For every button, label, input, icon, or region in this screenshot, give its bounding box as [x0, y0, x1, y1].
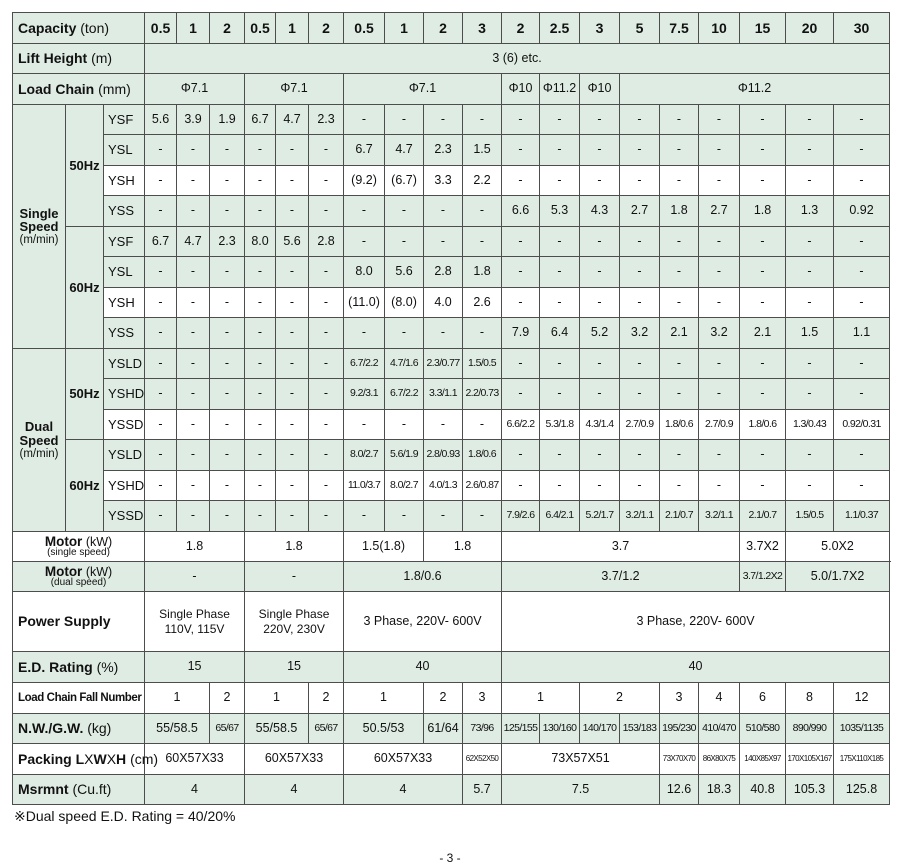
table-row: YSSD - - - - - - - - - - 6.6/2.2 5.3/1.8 4.3/1.4 2.7/0.9 1.8/0.6 2.7/0.9 1.8/0.6 1.3/0.43 0.92/0.31	[13, 410, 890, 440]
model-label: YSSD	[104, 410, 145, 440]
hz-60-label: 60Hz	[66, 440, 104, 532]
load-chain-label: Load Chain (mm)	[13, 74, 145, 105]
ed-rating-label: E.D. Rating (%)	[13, 652, 145, 683]
footnote: ※Dual speed E.D. Rating = 40/20%	[14, 808, 236, 824]
hz-50-label: 50Hz	[66, 349, 104, 440]
model-label: YSLD	[104, 349, 145, 379]
capacity-cell: 0.5	[344, 13, 385, 44]
capacity-cell: 5	[620, 13, 660, 44]
table-row: YSH - - - - - - (11.0) (8.0) 4.0 2.6 - - - - - - - - -	[13, 288, 890, 318]
load-chain-value: Φ7.1	[145, 74, 245, 105]
model-label: YSH	[104, 166, 145, 196]
capacity-label: Capacity (ton)	[13, 13, 145, 44]
measurement-label: Msrmnt (Cu.ft)	[13, 775, 145, 805]
load-chain-value: Φ11.2	[540, 74, 580, 105]
load-chain-value: Φ7.1	[245, 74, 344, 105]
model-label: YSL	[104, 135, 145, 166]
table-row: YSL - - - - - - 8.0 5.6 2.8 1.8 - - - - - - - - -	[13, 257, 890, 288]
fall-number-label: Load Chain Fall Number	[13, 683, 145, 714]
capacity-cell: 7.5	[660, 13, 699, 44]
capacity-cell: 2	[424, 13, 463, 44]
table-row: 60Hz YSF 6.7 4.7 2.3 8.0 5.6 2.8 - - - - - - - - - - - - -	[13, 227, 890, 257]
capacity-cell: 10	[699, 13, 740, 44]
table-row: YSH - - - - - - (9.2) (6.7) 3.3 2.2 - - - - - - - - -	[13, 166, 890, 196]
capacity-cell: 0.5	[145, 13, 177, 44]
model-label: YSSD	[104, 501, 145, 532]
load-chain-value: Φ11.2	[620, 74, 890, 105]
motor-dual-label: Motor (kW) (dual speed)	[13, 562, 145, 592]
capacity-cell: 3	[580, 13, 620, 44]
capacity-cell: 30	[834, 13, 890, 44]
packing-label: Packing LXWXH (cm)	[13, 744, 145, 775]
table-row: 60Hz YSLD - - - - - - 8.0/2.7 5.6/1.9 2.8/0.93 1.8/0.6 - - - - - - - - -	[13, 440, 890, 471]
table-row: YSL - - - - - - 6.7 4.7 2.3 1.5 - - - - - - - - -	[13, 135, 890, 166]
single-speed-label: Single Speed (m/min)	[13, 105, 66, 349]
motor-single-label: Motor (kW) (single speed)	[13, 532, 145, 562]
hz-60-label: 60Hz	[66, 227, 104, 349]
model-label: YSL	[104, 257, 145, 288]
model-label: YSHD	[104, 379, 145, 410]
capacity-cell: 2	[309, 13, 344, 44]
weight-label: N.W./G.W. (kg)	[13, 714, 145, 744]
capacity-cell: 2	[502, 13, 540, 44]
table-row: YSS - - - - - - - - - - 6.6 5.3 4.3 2.7 1.8 2.7 1.8 1.3 0.92	[13, 196, 890, 227]
lift-height-value: 3 (6) etc.	[145, 44, 890, 74]
capacity-cell: 2	[210, 13, 245, 44]
capacity-cell: 1	[276, 13, 309, 44]
power-supply-label: Power Supply	[13, 592, 145, 652]
page-number: - 3 -	[439, 851, 461, 865]
load-chain-value: Φ10	[580, 74, 620, 105]
table-row: Single Speed (m/min) 50Hz YSF 5.6 3.9 1.9 6.7 4.7 2.3 - - - - - - - - - - - - -	[13, 105, 890, 135]
capacity-cell: 1	[385, 13, 424, 44]
model-label: YSS	[104, 318, 145, 349]
load-chain-value: Φ7.1	[344, 74, 502, 105]
lift-height-label: Lift Height (m)	[13, 44, 145, 74]
model-label: YSS	[104, 196, 145, 227]
dual-speed-label: Dual Speed (m/min)	[13, 349, 66, 532]
capacity-cell: 20	[786, 13, 834, 44]
capacity-cell: 15	[740, 13, 786, 44]
table-row: YSHD - - - - - - 11.0/3.7 8.0/2.7 4.0/1.3 2.6/0.87 - - - - - - - - -	[13, 471, 890, 501]
model-label: YSH	[104, 288, 145, 318]
capacity-cell: 3	[463, 13, 502, 44]
table-row: YSHD - - - - - - 9.2/3.1 6.7/2.2 3.3/1.1 2.2/0.73 - - - - - - - - -	[13, 379, 890, 410]
capacity-cell: 0.5	[245, 13, 276, 44]
table-row: YSS - - - - - - - - - - 7.9 6.4 5.2 3.2 2.1 3.2 2.1 1.5 1.1	[13, 318, 890, 349]
table-row: Dual Speed (m/min) 50Hz YSLD - - - - - - 6.7/2.2 4.7/1.6 2.3/0.77 1.5/0.5 - - - - - - - - -	[13, 349, 890, 379]
spec-table: Capacity (ton) 0.5 1 2 0.5 1 2 0.5 1 2 3 2 2.5 3 5 7.5 10 15 20 30 Lift Height (m) 3 (6) etc. Load Chain (mm) Φ7.1 Φ7.1 Φ7.1 Φ10 Φ11.2 Φ10 Φ11.2 Single Speed (m/min) 50Hz YSF 5.6 3.9 1.9 6.7 4.7 2.3 - - - - - - - - - - - - - YSL - - - - - - 6.7 4.7 2.3 1.5 - - - - - - - - - YSH - - - - - - (9.2) (6.7) 3.3 2.2 - - - - - - - - - YSS - - - - - - - - - - 6.6 5.3 4.3 2.7 1.8 2.7 1.8 1.3 0.92 60Hz YSF 6.7 4.7 2.3 8.0 5.6 2.8 - - - - - - - - - - - - - YSL - - - - - - 8.0 5.6 2.8 1.8 - - - - - - - - - YSH - - - - - - (11.0) (8.0) 4.0 2.6 - - - - - - - - - YSS - - - - - - - - - - 7.9 6.4 5.2 3.2 2.1 3.2 2.1 1.5 1.1 Dual Speed (m/min) 50Hz YSLD - - - - - - 6.7/2.2 4.7/1.6 2.3/0.77 1.5/0.5 - - - - - - - - - YSHD - - - - - - 9.2/3.1 6.7/2.2 3.3/1.1 2.2/0.73 - - - - - - - - - YSSD - - - - - - - - - - 6.6/2.2 5.3/1.8 4.3/1.4 2.7/0.9 1.8/0.6 2.7/0.9 1.8/0.6 1.3/0.43 0.92/0.31 60Hz YSLD - - - - - - 8.0/2.7 5.6/1.9 2.8/0.93 1.8/0.6 - - - - - - - - - YSHD - - - - - - 11.0/3.7 8.0/2.7 4.0/1.3 2.6/0.87 - - - - - - - - - YSSD - - - - - - - - - - 7.9/2.6 6.4/2.1 5.2/1.7 3.2/1.1 2.1/0.7 3.2/1.1 2.1/0.7 1.5/0.5 1.1/0.37 Motor (kW) (single speed) 1.8 1.8 1.5(1.8) 1.8 3.7 3.7X2 5.0X2 Motor (kW) (dual speed) - - 1.8/0.6 3.7/1.2 3.7/1.2X2 5.0/1.7X2 Power Supply Single Phase 110V, 115V Single Phase 220V, 230V 3 Phase, 220V- 600V 3 Phase, 220V- 600V E.D. Rating (%) 15 15 40 40 Load Chain Fall Number 1 2 1 2 1 2 3 1 2 3 4 6 8 12 N.W./G.W. (kg) 55/58.5 65/67 55/58.5 65/67 50.5/53 61/64 73/96 125/155 130/160 140/170 153/183 195/230 410/470 510/580 890/990 1035/1135 Packing LXWXH (cm) 60X57X33 60X57X33 60X57X33 62X52X50 73X57X51 73X70X70 86X80X75 140X85X97 170X105X167 175X110X185 Msrmnt (Cu.ft) 4 4 4 5.7 7.5 12.6 18.3 40.8 105.3 125.8	[12, 12, 890, 805]
model-label: YSF	[104, 227, 145, 257]
hz-50-label: 50Hz	[66, 105, 104, 227]
model-label: YSLD	[104, 440, 145, 471]
capacity-cell: 1	[177, 13, 210, 44]
table-row: YSSD - - - - - - - - - - 7.9/2.6 6.4/2.1 5.2/1.7 3.2/1.1 2.1/0.7 3.2/1.1 2.1/0.7 1.5/0.5 1.1/0.37	[13, 501, 890, 532]
model-label: YSF	[104, 105, 145, 135]
model-label: YSHD	[104, 471, 145, 501]
capacity-cell: 2.5	[540, 13, 580, 44]
load-chain-value: Φ10	[502, 74, 540, 105]
